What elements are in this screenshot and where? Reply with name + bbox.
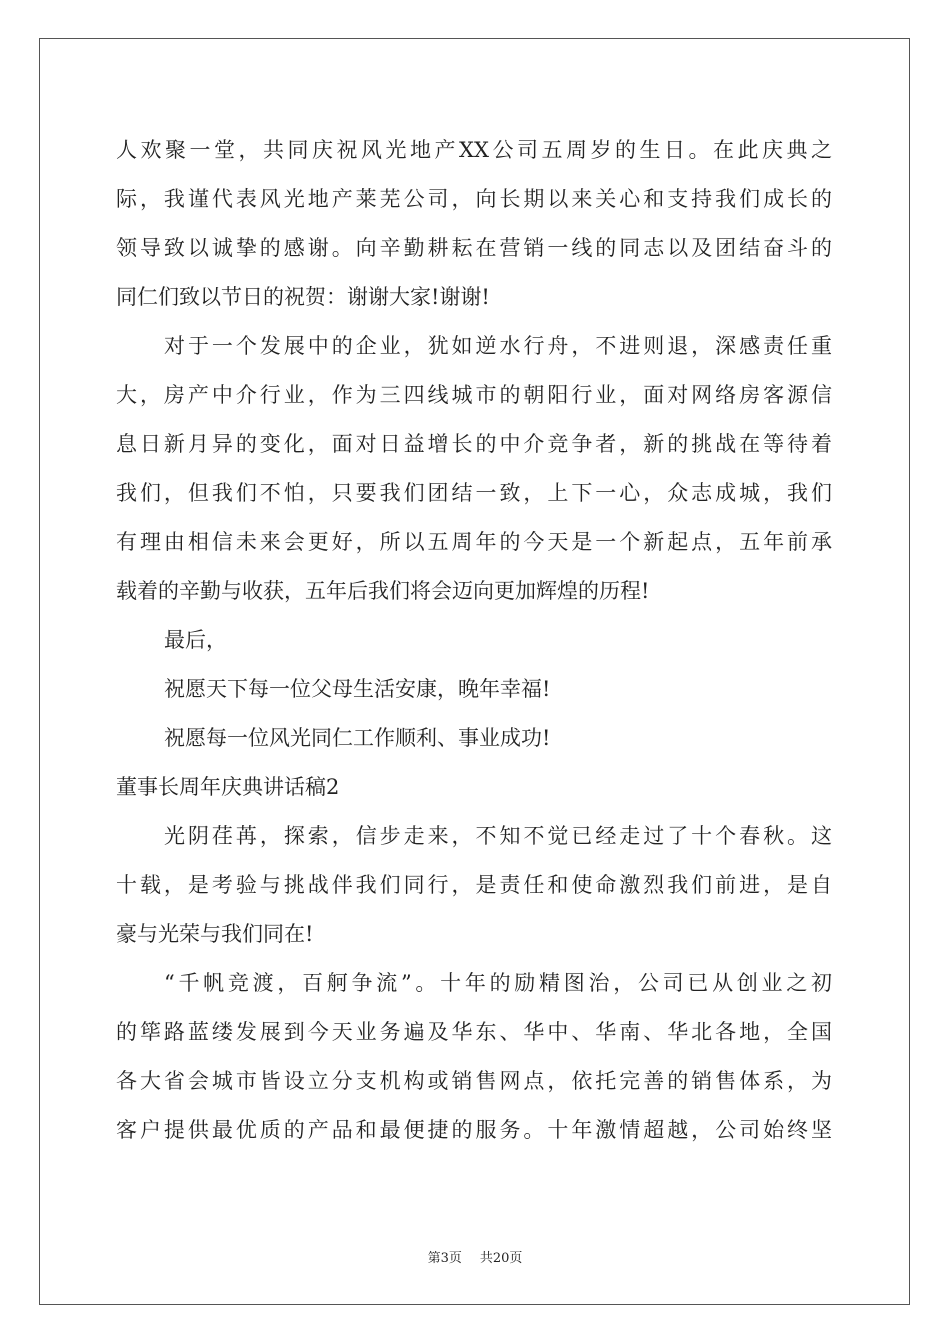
document-body: [116, 126, 832, 1155]
text-line: “千帆竞渡，百舸争流”。十年的励精图治，公司已从创业之初: [164, 971, 832, 995]
text-line: 际，我谨代表风光地产莱芜公司，向长期以来关心和支持我们成长的: [116, 187, 832, 211]
page-footer: [0, 1247, 950, 1266]
closing-line: 最后，: [164, 628, 227, 652]
text-line: 我们，但我们不怕，只要我们团结一致，上下一心，众志成城，我们: [116, 481, 832, 505]
text-line: 同仁们致以节日的祝贺：谢谢大家!谢谢!: [116, 285, 490, 309]
text-line: 对于一个发展中的企业，犹如逆水行舟，不进则退，深感责任重: [164, 334, 832, 358]
section-heading: 董事长周年庆典讲话稿2: [116, 775, 340, 799]
text-line: 十载，是考验与挑战伴我们同行，是责任和使命激烈我们前进，是自: [116, 873, 832, 897]
text-line: 客户提供最优质的产品和最便捷的服务。十年激情超越，公司始终坚: [116, 1118, 832, 1142]
text-line: 豪与光荣与我们同在!: [116, 922, 314, 946]
text-line: 人欢聚一堂，共同庆祝风光地产XX公司五周岁的生日。在此庆典之: [116, 138, 832, 162]
text-line: 大，房产中介行业，作为三四线城市的朝阳行业，面对网络房客源信: [116, 383, 832, 407]
text-line: 的筚路蓝缕发展到今天业务遍及华东、华中、华南、华北各地，全国: [116, 1020, 832, 1044]
page-number-total: 共20页: [479, 1251, 523, 1266]
text-line: 息日新月异的变化，面对日益增长的中介竞争者，新的挑战在等待着: [116, 432, 832, 456]
page-number-current: 第3页: [427, 1251, 462, 1266]
text-line: 有理由相信未来会更好，所以五周年的今天是一个新起点，五年前承: [116, 530, 832, 554]
text-line: 光阴荏苒，探索，信步走来，不知不觉已经走过了十个春秋。这: [164, 824, 832, 848]
closing-line: 祝愿天下每一位父母生活安康，晚年幸福!: [164, 677, 551, 701]
closing-line: 祝愿每一位风光同仁工作顺利、事业成功!: [164, 726, 551, 750]
text-line: 载着的辛勤与收获，五年后我们将会迈向更加辉煌的历程!: [116, 579, 650, 603]
text-line: 领导致以诚挚的感谢。向辛勤耕耘在营销一线的同志以及团结奋斗的: [116, 236, 832, 260]
text-line: 各大省会城市皆设立分支机构或销售网点，依托完善的销售体系，为: [116, 1069, 832, 1093]
